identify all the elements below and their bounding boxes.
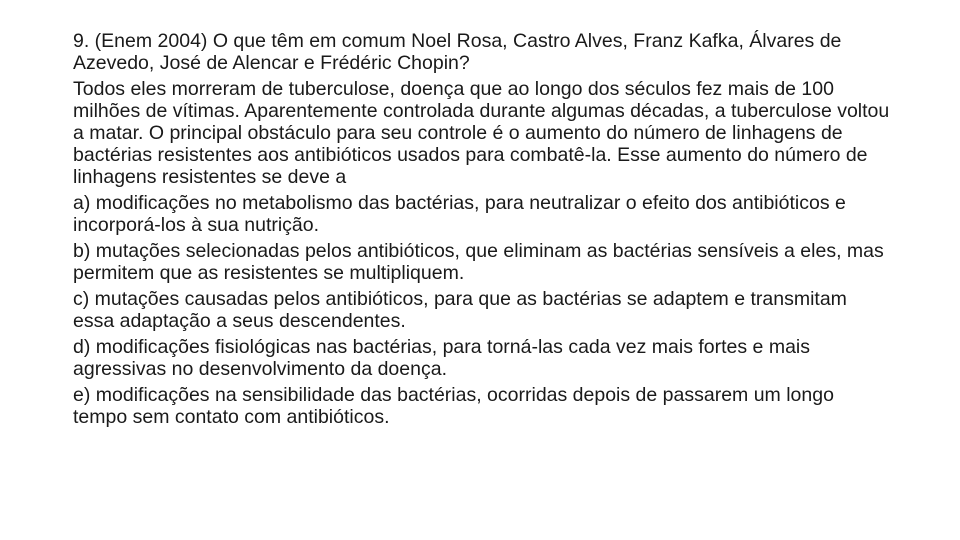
option-a: a) modificações no metabolismo das bactérias, para neutralizar o efeito dos antibióticos e incorporá-los à sua nutrição. [73, 192, 846, 236]
option-e: e) modificações na sensibilidade das bactérias, ocorridas depois de passarem um longo tempo sem contato com antibióticos. [73, 384, 834, 428]
slide-text-body [73, 30, 893, 432]
option-d: d) modificações fisiológicas nas bactérias, para torná-las cada vez mais fortes e mais agressivas no desenvolvimento da doença. [73, 336, 810, 380]
question-text: 9. (Enem 2004) O que têm em comum Noel Rosa, Castro Alves, Franz Kafka, Álvares de Azevedo, José de Alencar e Frédéric Chopin? [73, 30, 842, 74]
option-c: c) mutações causadas pelos antibióticos, para que as bactérias se adaptem e transmitam essa adaptação a seus descendentes. [73, 288, 847, 332]
option-b: b) mutações selecionadas pelos antibióticos, que eliminam as bactérias sensíveis a eles, mas permitem que as resistentes se multipliquem. [73, 240, 884, 284]
question-statement: Todos eles morreram de tuberculose, doença que ao longo dos séculos fez mais de 100 milhões de vítimas. Aparentemente controlada durante algumas décadas, a tuberculose voltou a matar. O principal obstáculo para seu controle é o aumento do número de linhagens de bactérias resistentes aos antibióticos usados para combatê-la. Esse aumento do número de linhagens resistentes se deve a [73, 78, 890, 188]
